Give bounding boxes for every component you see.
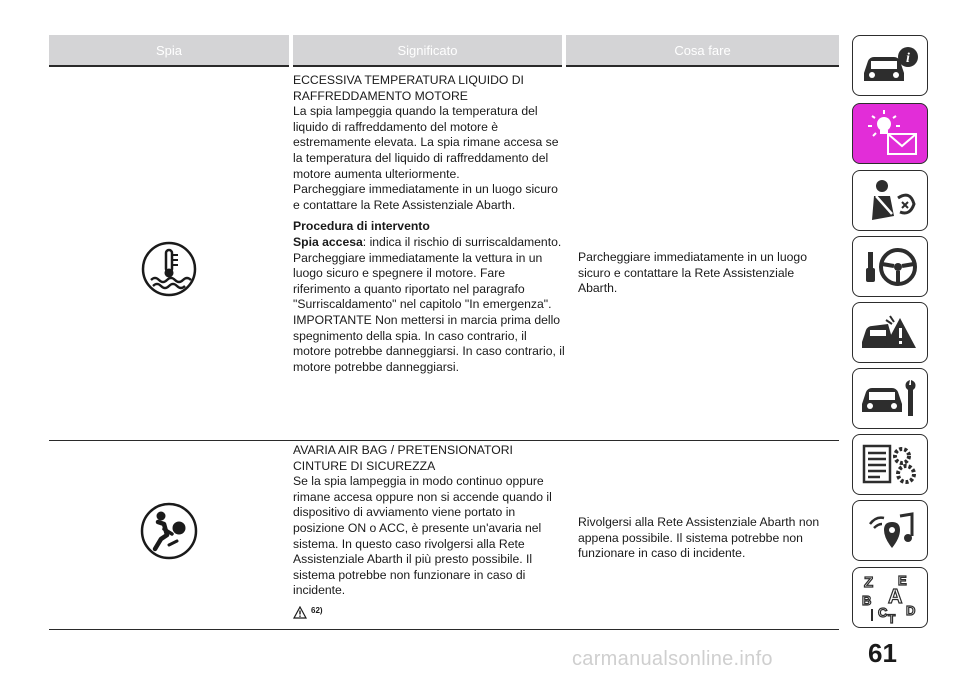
tab-car-info[interactable] bbox=[852, 35, 928, 96]
header-spia: Spia bbox=[49, 35, 289, 67]
steering-wheel-icon bbox=[860, 242, 920, 292]
procedure-label: Spia accesa bbox=[293, 234, 363, 249]
tab-warning-lights[interactable] bbox=[852, 103, 928, 164]
list-gears-icon bbox=[858, 440, 922, 490]
tab-technical-data[interactable] bbox=[852, 434, 928, 495]
warning-triangle-icon bbox=[293, 606, 307, 619]
table-header bbox=[49, 35, 839, 67]
index-letter: E bbox=[898, 572, 907, 588]
action-cell bbox=[578, 515, 833, 562]
index-letters-icon bbox=[858, 571, 922, 625]
car-info-icon bbox=[858, 43, 922, 89]
seatbelt-person-icon bbox=[860, 176, 920, 226]
action-text: Parcheggiare immediatamente in un luogo sicuro e contattare la Rete Assistenziale Abarth. bbox=[578, 250, 807, 296]
meaning-cell bbox=[293, 73, 565, 375]
warning-title: ECCESSIVA TEMPERATURA LIQUIDO DI RAFFREDDAMENTO MOTORE bbox=[293, 73, 524, 103]
warning-description: La spia lampeggia quando la temperatura del liquido di raffreddamento del motore è estremamente elevata. La spia rimane accesa se la temperatura del liquido di raffreddamento del motore aumenta ulteriormente. bbox=[293, 104, 559, 181]
index-letter: A bbox=[888, 585, 903, 608]
airbag-warning-icon bbox=[49, 501, 289, 561]
header-cosa-fare: Cosa fare bbox=[566, 35, 839, 67]
page-number: 61 bbox=[868, 638, 897, 668]
warning-description: Se la spia lampeggia in modo continuo oppure rimane accesa oppure non si accende quando il dispositivo di avviamento viene portato in posizione ON o ACC, è presente un'avaria nel sistema. In questo caso rivolgersi alla Rete Assistenziale Abarth il più presto possibile. Il sistema potrebbe non funzionare in caso di incidente. bbox=[293, 474, 552, 598]
header-significato: Significato bbox=[293, 35, 562, 67]
watermark: carmanualsonline.info bbox=[572, 648, 773, 670]
action-text: Rivolgersi alla Rete Assistenziale Abarth non appena possibile. Il sistema potrebbe non funzionare in caso di incidente. bbox=[578, 515, 820, 561]
tab-index[interactable] bbox=[852, 567, 928, 628]
coolant-temperature-icon bbox=[49, 239, 289, 299]
table-row bbox=[49, 441, 839, 630]
index-letter: T bbox=[888, 611, 896, 625]
important-note: IMPORTANTE Non mettersi in marcia prima dello spegnimento della spia. In caso contrario, il motore potrebbe danneggiarsi. In caso contrario, il motore potrebbe danneggiarsi. bbox=[293, 312, 565, 374]
procedure-title: Procedura di intervento bbox=[293, 219, 430, 234]
tab-emergency[interactable] bbox=[852, 302, 928, 363]
svg-text:i: i bbox=[906, 50, 910, 66]
procedure-body: : indica il rischio di surriscaldamento. Parcheggiare immediatamente la vettura in un luogo sicuro e spegnere il motore. Fare riferimento a quanto riportato nel paragrafo "Surriscaldamento" nel capitolo "In emergenza". bbox=[293, 234, 562, 312]
index-letter: Z bbox=[864, 573, 874, 591]
table-row bbox=[49, 71, 839, 441]
note-reference bbox=[293, 603, 565, 619]
meaning-cell bbox=[293, 443, 565, 619]
tab-safety[interactable] bbox=[852, 170, 928, 231]
index-letter: C bbox=[878, 604, 888, 620]
warning-title: AVARIA AIR BAG / PRETENSIONATORI CINTURE DI SICUREZZA bbox=[293, 443, 513, 473]
tab-driving[interactable] bbox=[852, 236, 928, 297]
warning-instruction: Parcheggiare immediatamente in un luogo sicuro e contattare la Rete Assistenziale Abarth. bbox=[293, 182, 558, 212]
media-icon bbox=[860, 506, 920, 556]
tab-maintenance[interactable] bbox=[852, 368, 928, 429]
car-wrench-icon bbox=[858, 374, 922, 424]
car-crash-icon bbox=[858, 308, 922, 358]
index-letter: B bbox=[862, 592, 872, 608]
warning-light-icon bbox=[858, 108, 922, 160]
action-cell bbox=[578, 250, 833, 297]
tab-multimedia[interactable] bbox=[852, 500, 928, 561]
note-number: 62) bbox=[311, 605, 323, 615]
index-letter: D bbox=[906, 602, 916, 618]
procedure-text bbox=[293, 235, 565, 313]
